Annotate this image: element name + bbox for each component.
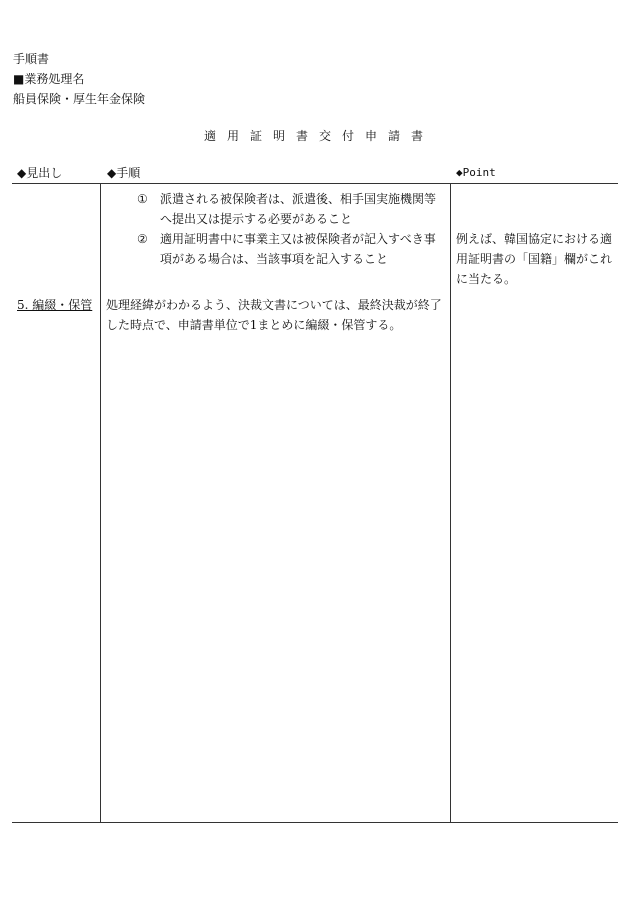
task-name: 船員保険・厚生年金保険 bbox=[13, 92, 146, 106]
column-header-heading: ◆見出し bbox=[17, 166, 63, 180]
table-top-rule bbox=[12, 183, 618, 184]
document-title: 適用証明書交付申請書 bbox=[203, 129, 434, 143]
table-bottom-rule bbox=[12, 822, 618, 823]
point-note: 例えば、韓国協定における適用証明書の「国籍」欄がこれに当たる。 bbox=[456, 232, 613, 286]
column-header-procedure: ◆手順 bbox=[107, 166, 141, 180]
section-body: 処理経緯がわかるよう、決裁文書については、最終決裁が終了した時点で、申請書単位で1まとめに編綴・保管する。 bbox=[106, 298, 442, 332]
section-heading: 5. 編綴・保管 bbox=[17, 298, 93, 312]
procedure-step bbox=[137, 229, 447, 269]
document-type: 手順書 bbox=[13, 52, 50, 66]
column-divider-heading bbox=[100, 183, 101, 822]
step-number: ① bbox=[137, 192, 148, 206]
step-number: ② bbox=[137, 232, 148, 246]
column-header-point: ◆Point bbox=[456, 166, 496, 179]
step-text: 適用証明書中に事業主又は被保険者が記入すべき事項がある場合は、当該事項を記入すること bbox=[160, 232, 436, 266]
column-divider-point bbox=[450, 183, 451, 822]
procedure-step bbox=[137, 189, 447, 229]
task-name-label: ■業務処理名 bbox=[13, 72, 85, 86]
step-text: 派遣される被保険者は、派遣後、相手国実施機関等へ提出又は提示する必要があること bbox=[160, 192, 437, 226]
